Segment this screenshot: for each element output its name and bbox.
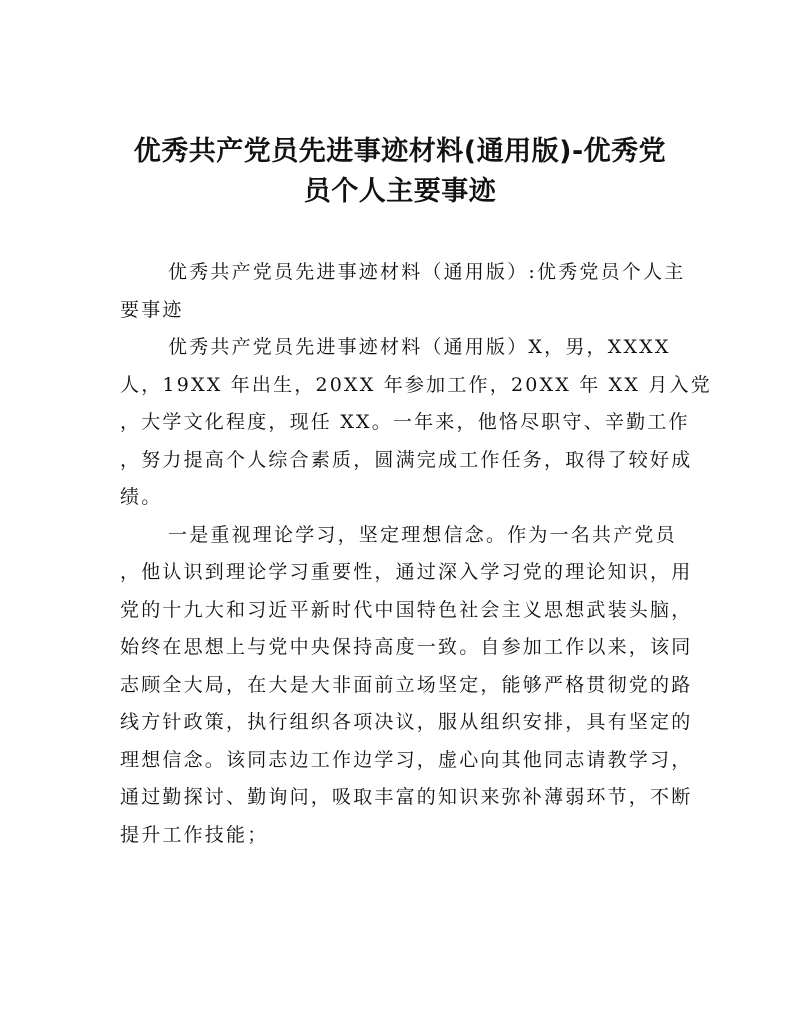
paragraph-line: 线方针政策，执行组织各项决议，服从组织安排，具有坚定的 <box>120 711 693 733</box>
title-line: 员个人主要事迹 <box>303 176 497 207</box>
paragraph-line: 绩。 <box>120 486 163 508</box>
paragraph-line: ，努力提高个人综合素质，圆满完成工作任务，取得了较好成 <box>120 448 693 471</box>
paragraph-line: ，大学文化程度，现任 XX。一年来，他恪尽职守、辛勤工作 <box>120 411 690 433</box>
paragraph-line: 人，19XX 年出生，20XX 年参加工作，20XX 年 XX 月入党 <box>120 373 712 396</box>
paragraph-line: 优秀共产党员先进事迹材料（通用版）X，男，XXXX <box>168 336 671 358</box>
paragraph <box>120 329 712 517</box>
document-body <box>120 254 712 854</box>
paragraph-line: 志顾全大局，在大是大非面前立场坚定，能够严格贯彻党的路 <box>120 673 693 696</box>
document-title <box>110 132 690 212</box>
paragraph-line: 提升工作技能； <box>120 823 269 846</box>
title-line: 优秀共产党员先进事迹材料(通用版)-优秀党 <box>133 136 667 167</box>
paragraph-line: ，他认识到理论学习重要性，通过深入学习党的理论知识，用 <box>120 561 693 583</box>
paragraph-line: 党的十九大和习近平新时代中国特色社会主义思想武装头脑， <box>120 598 693 621</box>
paragraph-line: 一是重视理论学习，坚定理想信念。作为一名共产党员 <box>168 523 677 546</box>
paragraph-line: 理想信念。该同志边工作边学习，虚心向其他同志请教学习， <box>120 748 693 771</box>
paragraph <box>120 517 693 855</box>
paragraph-line: 通过勤探讨、勤询问，吸取丰富的知识来弥补薄弱环节，不断 <box>120 786 693 808</box>
paragraph-line: 优秀共产党员先进事迹材料（通用版）:优秀党员个人主 <box>168 261 686 283</box>
paragraph <box>120 254 685 329</box>
paragraph-line: 要事迹 <box>120 298 184 321</box>
paragraph-line: 始终在思想上与党中央保持高度一致。自参加工作以来，该同 <box>120 636 693 658</box>
